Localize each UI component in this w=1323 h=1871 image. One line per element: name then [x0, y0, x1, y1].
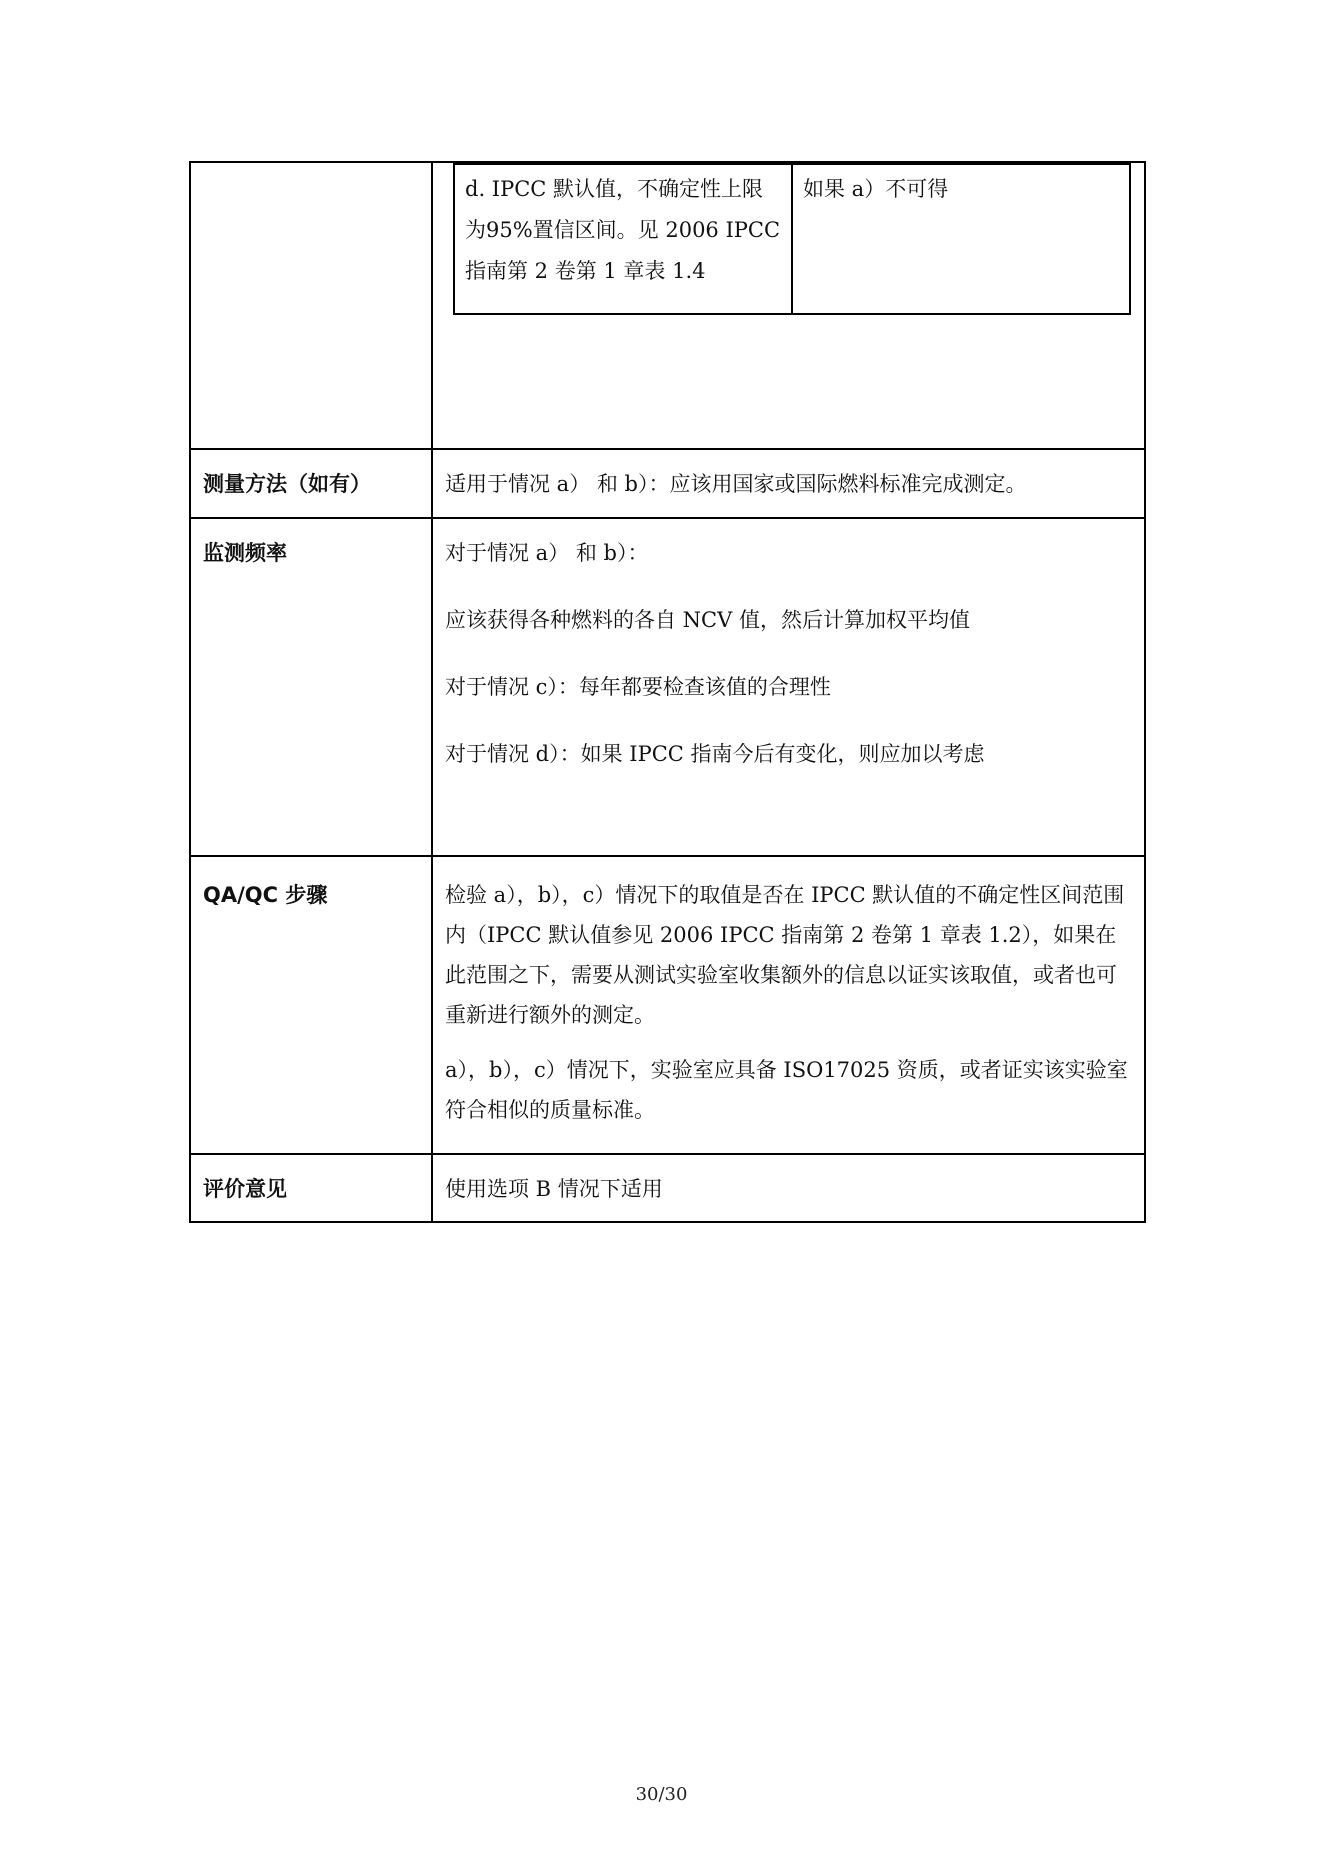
page-number: 30/30 [635, 1784, 688, 1805]
content-cell [432, 856, 1145, 1154]
table-row-monitoring-frequency [190, 518, 1145, 856]
paragraph: 检验 a），b），c）情况下的取值是否在 IPCC 默认值的不确定性区间范围内（IPCC 默认值参见 2006 IPCC 指南第 2 卷第 1 章表 1.2），如果在此范围之下，需要从测试实验室收集额外的信息以证实该取值，或者也可重新进行额外的测定。 [445, 883, 1125, 1027]
content-cell [432, 1154, 1145, 1222]
label-cell [190, 1154, 432, 1222]
paragraph: 使用选项 B 情况下适用 [445, 1177, 663, 1201]
paragraph: a），b），c）情况下，实验室应具备 ISO17025 资质，或者证实该实验室符合相似的质量标准。 [445, 1058, 1128, 1122]
content-cell-options [432, 162, 1145, 449]
option-row-d [454, 164, 1130, 314]
label-cell [190, 449, 432, 518]
row-content [433, 857, 1144, 1130]
paragraph: 对于情况 d）：如果 IPCC 指南今后有变化，则应加以考虑 [445, 742, 985, 766]
row-label: 测量方法（如有） [203, 472, 371, 496]
row-content [433, 1155, 1144, 1209]
row-content [433, 450, 1144, 504]
paragraph: 对于情况 c）：每年都要检查该值的合理性 [445, 675, 831, 699]
label-cell [190, 518, 432, 856]
table-row-qaqc [190, 856, 1145, 1154]
content-cell [432, 449, 1145, 518]
paragraph: 应该获得各种燃料的各自 NCV 值，然后计算加权平均值 [445, 608, 970, 632]
table-row-measurement-method [190, 449, 1145, 518]
option-d-condition: 如果 a）不可得 [792, 164, 1130, 314]
option-d-description: d. IPCC 默认值，不确定性上限为95%置信区间。见 2006 IPCC 指南第 2 卷第 1 章表 1.4 [454, 164, 792, 314]
parameter-table [189, 161, 1146, 1223]
options-subtable [453, 163, 1131, 315]
row-label: 监测频率 [203, 541, 287, 565]
paragraph: 对于情况 a） 和 b）： [445, 541, 649, 565]
row-label: 评价意见 [203, 1177, 287, 1201]
label-cell [190, 856, 432, 1154]
row-content [433, 519, 1144, 774]
content-cell [432, 518, 1145, 856]
table-row-evaluation [190, 1154, 1145, 1222]
row-label: QA/QC 步骤 [203, 883, 328, 907]
label-cell-empty [190, 162, 432, 449]
paragraph: 适用于情况 a） 和 b）：应该用国家或国际燃料标准完成测定。 [445, 472, 1027, 496]
table-row-continuation [190, 162, 1145, 449]
